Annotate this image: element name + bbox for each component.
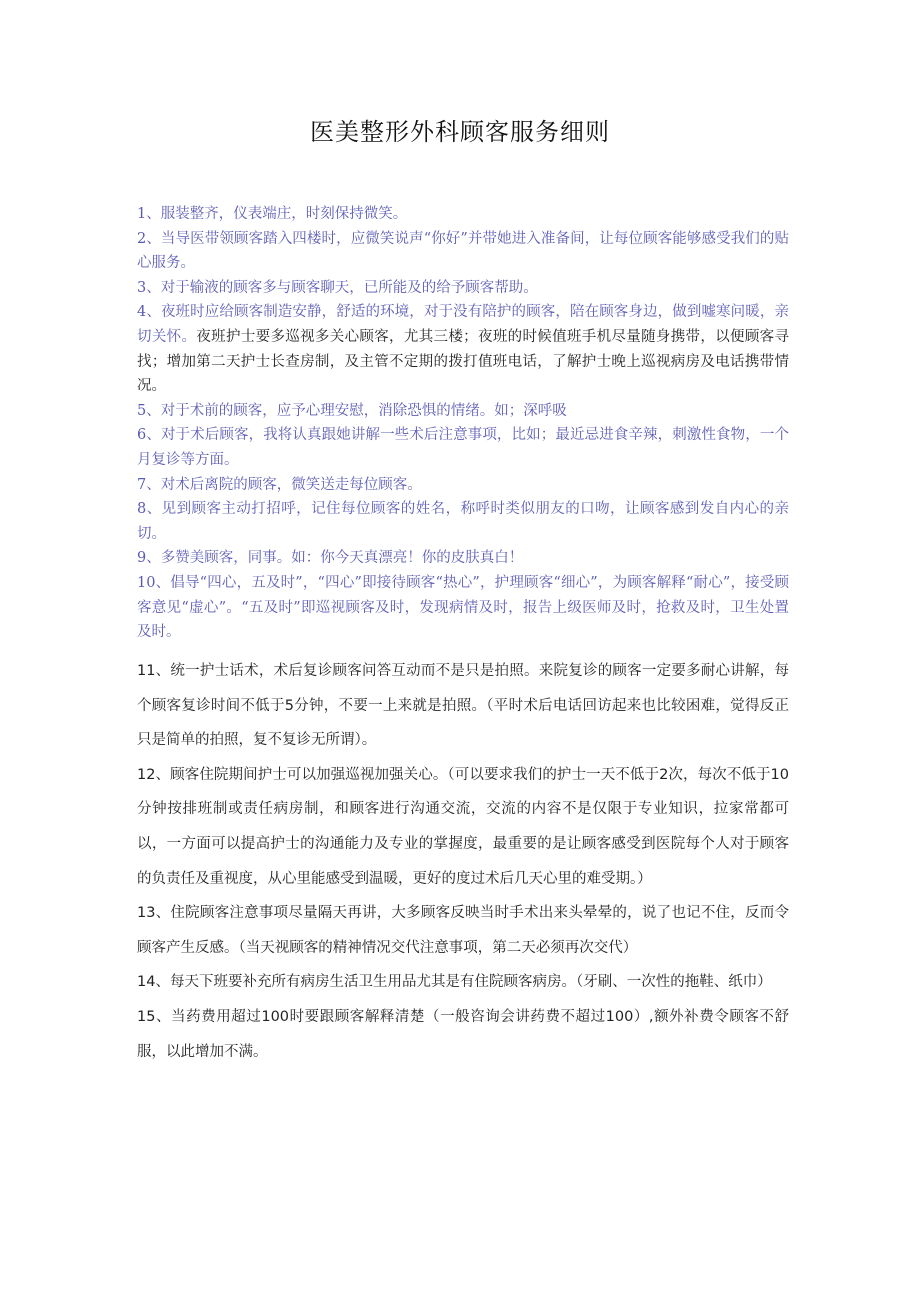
- list-item-black-text: 夜班护士要多巡视多关心顾客，尤其三楼；夜班的时候值班手机尽量随身携带，以便顾客寻找；增加第二天护士长查房制，及主管不定期的拨打值班电话，了解护士晚上巡视病房及电话携带情况。: [137, 328, 790, 395]
- list-item: 14、每天下班要补充所有病房生活卫生用品尤其是有住院顾客病房。（牙刷、一次性的拖鞋、纸巾）: [137, 974, 772, 991]
- list-item: 2、当导医带领顾客踏入四楼时，应微笑说声“你好”并带她进入准备间，让每位顾客能够感受我们的贴心服务。: [137, 230, 789, 272]
- list-item: 11、统一护士话术，术后复诊顾客问答互动而不是只是拍照。来院复诊的顾客一定要多耐心讲解，每个顾客复诊时间不低于5分钟，不要一上来就是拍照。（平时术后电话回访起来也比较困难，觉得反正只是简单的拍照，复不复诊无所谓）。: [137, 663, 789, 749]
- list-item: 9、多赞美顾客，同事。如：你今天真漂亮！你的皮肤真白！: [137, 550, 524, 567]
- list-item: 1、服装整齐，仪表端庄，时刻保持微笑。: [137, 206, 408, 222]
- list-item: 10、倡导“四心，五及时”，“四心”即接待顾客“热心”，护理顾客“细心”，为顾客解释“耐心”，接受顾客意见“虚心”。“五及时”即巡视顾客及时，发现病情及时，报告上级医师及时，抢救及时，卫生处置及时。: [137, 574, 789, 641]
- list-item: 5、对于术前的顾客，应予心理安慰，消除恐惧的情绪。如；深呼吸: [137, 402, 567, 419]
- list-item: 12、顾客住院期间护士可以加强巡视加强关心。（可以要求我们的护士一天不低于2次，每次不低于10分钟按排班制或责任病房制，和顾客进行沟通交流，交流的内容不是仅限于专业知识，拉家常都可以，一方面可以提高护士的沟通能力及专业的掌握度，最重要的是让顾客感受到医院每个人对于顾客的负责任及重视度，从心里能感受到温暖，更好的度过术后几天心里的难受期。）: [137, 766, 789, 887]
- list-item: 8、见到顾客主动打招呼，记住每位顾客的姓名，称呼时类似朋友的口吻，让顾客感到发自内心的亲切。: [137, 501, 789, 542]
- black-section: [137, 654, 789, 1069]
- list-item: 15、当药费用超过100时要跟顾客解释清楚（一般咨询会讲药费不超过100）,额外补费令顾客不舒服，以此增加不满。: [137, 1008, 789, 1060]
- list-item: 3、对于输液的顾客多与顾客聊天，已所能及的给予顾客帮助。: [137, 279, 538, 296]
- blue-section: [137, 202, 789, 645]
- list-item: 4、夜班时应给顾客制造安静，舒适的环境，对于没有陪护的顾客，陪在顾客身边，做到嘘寒问暖，亲切关怀。夜班护士要多巡视多关心顾客，尤其三楼；夜班的时候值班手机尽量随身携带，以便顾客寻找；增加第二天护士长查房制，及主管不定期的拨打值班电话，了解护士晚上巡视病房及电话携带情况。: [137, 304, 790, 395]
- list-item: 13、住院顾客注意事项尽量隔天再讲，大多顾客反映当时手术出来头晕晕的，说了也记不住，反而令顾客产生反感。（当天视顾客的精神情况交代注意事项，第二天必须再次交代）: [137, 905, 789, 956]
- document-title: 医美整形外科顾客服务细则: [310, 118, 610, 146]
- list-item: 6、对于术后顾客，我将认真跟她讲解一些术后注意事项，比如；最近忌进食辛辣，刺激性食物，一个月复诊等方面。: [137, 427, 789, 468]
- list-item: 7、对术后离院的顾客，微笑送走每位顾客。: [137, 476, 422, 493]
